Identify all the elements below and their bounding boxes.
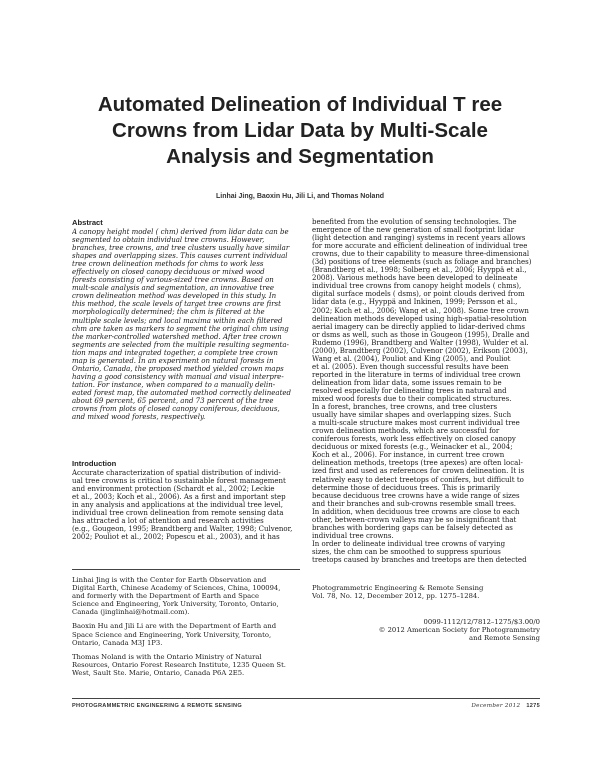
footnote-divider xyxy=(72,569,300,570)
body-line: a multi-scale structure makes most current individual tree xyxy=(312,419,520,428)
title-line: Analysis and Segmentation xyxy=(166,145,434,168)
introduction-line: (e.g., Gougeon, 1995; Brandtberg and Walter, 1998; Culvenor, xyxy=(72,525,293,534)
abstract-line: crowns from plots of closed canopy coniferous, deciduous, xyxy=(72,405,280,414)
abstract-line: chm are taken as markers to segment the original chm using xyxy=(72,324,289,333)
introduction-line: and environment protection (Schardt et al., 2002; Leckie xyxy=(72,485,275,494)
introduction-body xyxy=(72,469,300,541)
body-line: treetops caused by branches and treetops are then detected xyxy=(312,555,527,564)
abstract-line: this method, the scale levels of target tree crowns are first xyxy=(72,300,281,309)
introduction-line: et al., 2003; Koch et al., 2006). As a first and important step xyxy=(72,493,286,502)
introduction-line: in any analysis and applications at the individual tree level, xyxy=(72,501,284,510)
footnote-line: Thomas Noland is with the Ontario Ministry of Natural xyxy=(72,652,262,661)
abstract-line: and mixed wood forests, respectively. xyxy=(72,413,206,422)
footnote-line: Resources, Ontario Forest Research Institute, 1235 Queen St. xyxy=(72,660,286,669)
title-line: Automated Delineation of Individual T ree xyxy=(97,93,503,116)
body-line: (3d) positions of tree elements (such as foliage and branches) xyxy=(312,258,532,267)
paper-title xyxy=(0,92,600,170)
abstract-line: morphologically determined; the chm is filtered at the xyxy=(72,308,265,317)
body-line: coniferous forests, work less effectively on closed canopy xyxy=(312,435,516,444)
abstract-line: forests consisting of various-sized tree crowns. Based on xyxy=(72,276,274,285)
body-line: Rudemo (1996), Brandtberg and Walter (1998), Wulder et al. xyxy=(312,338,529,347)
body-line: (2000), Brandtberg (2002), Culvenor (2002), Erikson (2003), xyxy=(312,346,528,355)
body-line: Wang et al. (2004), Pouliot and King (2005), and Pouliot xyxy=(312,354,511,363)
body-line: other, between-crown valleys may be so insignificant that xyxy=(312,515,517,524)
body-line: for more accurate and efficient delineation of individual tree xyxy=(312,242,528,251)
abstract-line: eated forest map, the automated method correctly delineated xyxy=(72,388,292,397)
abstract-line: tree crown delineation methods for chms to work less xyxy=(72,260,264,269)
body-line: relatively easy to detect treetops of conifers, but difficult to xyxy=(312,475,524,484)
abstract-line: crown delineation method was developed in this study. In xyxy=(72,292,277,301)
body-line: digital surface models ( dsms), or point clouds derived from xyxy=(312,290,525,299)
author-list: Linhai Jing, Baoxin Hu, Jili Li, and Thomas Noland xyxy=(215,193,384,200)
abstract-line: tation. For instance, when compared to a manually delin- xyxy=(72,380,276,389)
copyright-line: 0099-1112/12/7812–1275/$3.00/0 xyxy=(423,618,540,626)
introduction-line: ual tree crowns is critical to sustainable forest management xyxy=(72,477,286,486)
body-line: aerial imagery can be directly applied to lidar-derived chms xyxy=(312,322,526,331)
body-line: et al. (2005). Even though successful results have been xyxy=(312,362,509,371)
footnote-line: Baoxin Hu and Jili Li are with the Department of Earth and xyxy=(72,622,277,631)
body-line: ized first and used as references for crown delineation. It is xyxy=(312,467,525,476)
body-line: lidar data (e.g., Hyyppä and Inkinen, 1999; Persson et al., xyxy=(312,298,518,307)
abstract-line: map is generated. In an experiment on natural forests in xyxy=(72,356,274,365)
body-line: individual tree crowns from canopy height models ( chms), xyxy=(312,282,522,291)
footnote-line: Ontario, Canada M3J 1P3. xyxy=(72,638,163,647)
title-line: Crowns from Lidar Data by Multi-Scale xyxy=(112,119,488,142)
body-line: In a forest, branches, tree crowns, and tree clusters xyxy=(312,403,498,412)
body-line: crowns, due to their capability to measure three-dimensional xyxy=(312,250,530,259)
body-line: 2008). Various methods have been developed to delineate xyxy=(312,274,518,283)
journal-citation xyxy=(312,584,540,600)
footnote-line: West, Sault Ste. Marie, Ontario, Canada P6A 2E5. xyxy=(72,668,245,677)
footnote-line: and formerly with the Department of Earth and Space xyxy=(72,592,259,601)
running-footer-journal: PHOTOGRAMMETRIC ENGINEERING & REMOTE SENSING xyxy=(72,703,243,709)
copyright-line: and Remote Sensing xyxy=(469,634,540,643)
body-line: and their branches and sub-crowns resemble small trees. xyxy=(312,499,517,508)
footnote-line: Linhai Jing is with the Center for Earth Observation and xyxy=(72,576,267,584)
introduction-line: has attracted a lot of attention and research activities xyxy=(72,517,264,526)
body-line: emergence of the new generation of small footprint lidar xyxy=(312,226,515,235)
body-line: sizes, the chm can be smoothed to suppress spurious xyxy=(312,547,501,556)
introduction-heading: Introduction xyxy=(72,459,117,468)
journal-line: Photogrammetric Engineering & Remote Sensing xyxy=(312,584,484,592)
body-line: resolved especially for delineating trees in natural and xyxy=(312,386,507,395)
abstract-line: segments are selected from the multiple resulting segmenta- xyxy=(72,340,289,349)
introduction-section xyxy=(72,459,300,541)
body-line: because deciduous tree crowns have a wide range of sizes xyxy=(312,491,520,500)
abstract-section xyxy=(72,218,300,421)
body-line: In order to delineate individual tree crowns of varying xyxy=(312,539,506,548)
footer-month: December 2012 xyxy=(471,703,521,709)
abstract-line: branches, tree crowns, and tree clusters usually have similar xyxy=(72,244,290,253)
abstract-line: shapes and overlapping sizes. This causes current individual xyxy=(72,252,288,261)
body-line: (Brandtberg et al., 1998; Solberg et al., 2006; Hyyppä et al., xyxy=(312,266,527,275)
introduction-line: 2002; Pouliot et al., 2002; Popescu et al., 2003), and it has xyxy=(72,533,280,542)
body-line: benefited from the evolution of sensing technologies. The xyxy=(312,218,517,226)
body-line: delineation methods developed using high-spatial-resolution xyxy=(312,314,527,323)
abstract-line: mult-scale analysis and segmentation, an innovative tree xyxy=(72,284,274,293)
body-line: (light detection and ranging) systems in recent years allows xyxy=(312,234,526,243)
abstract-line: effectively on closed canopy deciduous or mixed wood xyxy=(72,268,265,277)
body-line: determine those of deciduous trees. This is primarily xyxy=(312,483,500,492)
body-line: branches with bordering gaps can be falsely detected as xyxy=(312,523,513,532)
body-line: delineation methods, treetops (tree apexes) are often local- xyxy=(312,459,523,468)
footnote-line: Science and Engineering, York University, Toronto, Ontario, xyxy=(72,600,279,609)
body-line: mixed wood forests due to their complicated structures. xyxy=(312,395,512,404)
introduction-line: individual tree crown delineation from remote sensing data xyxy=(72,509,284,518)
body-line: delineation from lidar data, some issues remain to be xyxy=(312,378,502,387)
body-line: usually have similar shapes and overlapping sizes. Such xyxy=(312,411,512,420)
footer-divider xyxy=(72,698,540,699)
body-line: deciduous or mixed forests (e.g., Weinacker et al., 2004; xyxy=(312,443,513,452)
page-number: 1275 xyxy=(526,703,540,709)
author-footnotes xyxy=(72,576,286,677)
copyright-block xyxy=(312,618,540,642)
abstract-line: the marker-controlled watershed method. After tree crown xyxy=(72,332,282,341)
introduction-line: Accurate characterization of spatial distribution of individ- xyxy=(72,469,281,477)
abstract-line: segmented to obtain individual tree crowns. However, xyxy=(72,236,265,245)
copyright-line: © 2012 American Society for Photogrammetry xyxy=(378,626,540,635)
running-footer-page xyxy=(420,703,540,709)
body-line: 2002; Koch et al., 2006; Wang et al., 2008). Some tree crown xyxy=(312,306,529,315)
footnote-line: Space Science and Engineering, York University, Toronto, xyxy=(72,630,272,639)
abstract-line: about 69 percent, 65 percent, and 73 percent of the tree xyxy=(72,396,274,405)
body-line: individual tree crowns. xyxy=(312,531,394,540)
abstract-heading: Abstract xyxy=(72,218,103,227)
abstract-line: tion maps and integrated together, a complete tree crown xyxy=(72,348,278,357)
journal-line: Vol. 78, No. 12, December 2012, pp. 1275–1284. xyxy=(312,592,480,601)
abstract-line: A canopy height model ( chm) derived from lidar data can be xyxy=(72,228,289,236)
body-line: In addition, when deciduous tree crowns are close to each xyxy=(312,507,520,516)
introduction-continued xyxy=(312,218,540,564)
footnote-line: Canada (jinglinhai@hotmail.com). xyxy=(72,608,190,617)
footnote-line: Digital Earth, Chinese Academy of Sciences, China, 100094, xyxy=(72,584,281,593)
body-line: reported in the literature in terms of individual tree crown xyxy=(312,370,521,379)
body-line: crown delineation methods, which are successful for xyxy=(312,427,500,436)
abstract-body xyxy=(72,228,300,421)
body-line: Koch et al., 2006). For instance, in current tree crown xyxy=(312,451,505,460)
abstract-line: Ontario, Canada, the proposed method yielded crown maps xyxy=(72,364,284,373)
body-line: or dsms as well, such as those in Gougeon (1995), Dralle and xyxy=(312,330,530,339)
abstract-line: having a good consistency with manual and visual interpre- xyxy=(72,372,284,381)
abstract-line: multiple scale levels; and local maxima within each filtered xyxy=(72,316,283,325)
